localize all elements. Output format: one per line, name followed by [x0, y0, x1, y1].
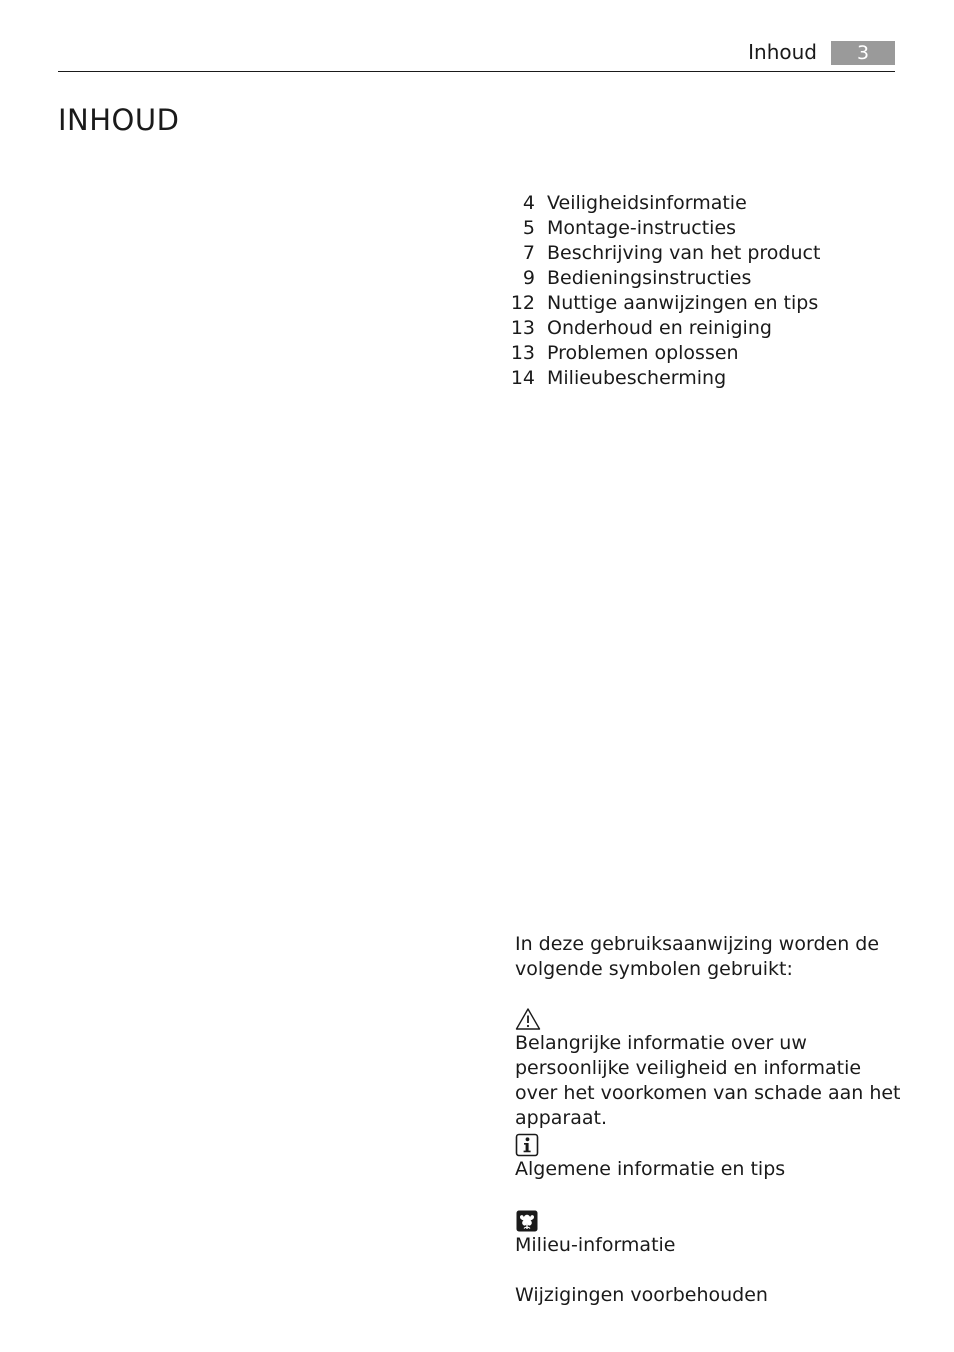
- warning-triangle-icon: [515, 1007, 541, 1031]
- warning-symbol-block: [515, 1007, 905, 1131]
- environment-text: Milieu-informatie: [515, 1234, 676, 1256]
- info-symbol-block: [515, 1133, 905, 1182]
- footer-note: Wijzigingen voorbehouden: [515, 1284, 768, 1306]
- toc-entry[interactable]: [505, 215, 820, 240]
- toc-label: Bedieningsinstructies: [547, 266, 752, 289]
- page-title: INHOUD: [58, 103, 180, 137]
- toc-label: Nuttige aanwijzingen en tips: [547, 291, 819, 314]
- toc-label: Onderhoud en reiniging: [547, 316, 772, 339]
- toc-page-number: 9: [522, 266, 535, 289]
- toc-page-number: 4: [522, 191, 535, 214]
- toc-label: Beschrijving van het product: [547, 241, 821, 264]
- info-icon: [515, 1133, 539, 1157]
- toc-entry[interactable]: [505, 365, 820, 390]
- toc-label: Milieubescherming: [547, 366, 727, 389]
- toc-entry[interactable]: [505, 190, 820, 215]
- toc-entry[interactable]: [505, 265, 820, 290]
- toc-label: Montage-instructies: [547, 216, 737, 239]
- warning-text: Belangrijke informatie over uw persoonlijke veiligheid en informatie over het voorkomen van schade aan het apparaat.: [515, 1032, 901, 1129]
- environment-icon: [515, 1209, 539, 1233]
- table-of-contents: [505, 190, 820, 390]
- page-number-badge: 3: [831, 41, 895, 65]
- toc-page-number: 13: [510, 316, 535, 339]
- toc-page-number: 5: [522, 216, 535, 239]
- toc-page-number: 13: [510, 341, 535, 364]
- toc-label: Veiligheidsinformatie: [547, 191, 747, 214]
- symbols-intro: In deze gebruiksaanwijzing worden de volgende symbolen gebruikt:: [515, 933, 880, 980]
- info-text: Algemene informatie en tips: [515, 1158, 786, 1180]
- toc-entry[interactable]: [505, 340, 820, 365]
- toc-entry[interactable]: [505, 290, 820, 315]
- toc-label: Problemen oplossen: [547, 341, 739, 364]
- environment-symbol-block: [515, 1209, 905, 1258]
- toc-entry[interactable]: [505, 315, 820, 340]
- header-divider: [58, 71, 895, 72]
- toc-page-number: 7: [522, 241, 535, 264]
- toc-page-number: 12: [510, 291, 535, 314]
- header-section-title: Inhoud: [748, 40, 817, 64]
- toc-page-number: 14: [510, 366, 535, 389]
- toc-entry[interactable]: [505, 240, 820, 265]
